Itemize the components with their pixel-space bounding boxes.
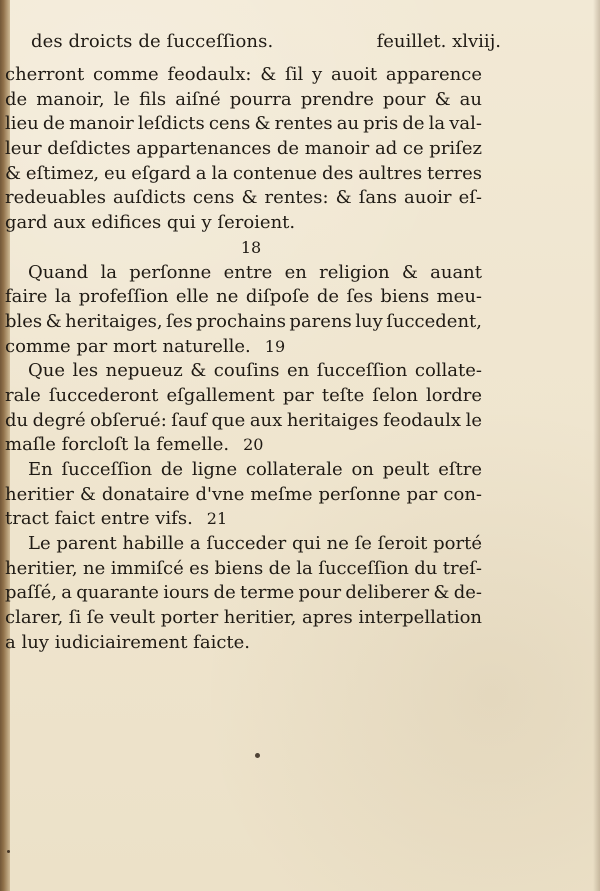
section-number-20: 20 bbox=[243, 435, 264, 455]
text-line-4 bbox=[5, 137, 482, 162]
text-line-1 bbox=[5, 63, 482, 88]
line-26-text: clarer, ſi ſe veult porter heritier, apres interpellation bbox=[5, 607, 483, 629]
text-line-23 bbox=[5, 532, 482, 557]
folio: feuillet. xlviij. bbox=[376, 31, 501, 52]
page-header bbox=[31, 31, 501, 59]
line-11-text: bles & heritaiges, ſes prochains parens luy ſuccedent, bbox=[5, 310, 482, 332]
line-1-text: cherront comme feodaulx: & ſil y auoit apparence bbox=[5, 64, 482, 85]
text-line-11 bbox=[5, 310, 482, 335]
line-15-text: rale ſuccederont eſgallement par teſte ſelon lordre bbox=[5, 384, 482, 406]
text-line-12 bbox=[5, 335, 482, 360]
text-line-14 bbox=[5, 359, 482, 384]
line-24-text: heritier, ne immiſcé es biens de la ſucceſſion du treſ- bbox=[5, 557, 482, 579]
line-17-text: maſle forcloſt la femelle. bbox=[5, 434, 230, 456]
line-9-text: Quand la perſonne entre en religion & auant bbox=[28, 261, 482, 283]
text-line-24 bbox=[5, 557, 482, 582]
line-23-text: Le parent habille a ſucceder qui ne ſe ſeroit porté bbox=[28, 533, 482, 555]
text-line-27: a luy iudiciairement faicte. bbox=[5, 631, 251, 653]
text-line-6 bbox=[5, 186, 482, 211]
text-line-20 bbox=[5, 483, 482, 508]
text-line-2 bbox=[5, 88, 482, 113]
line-6-text: redeuables auſdicts cens & rentes: & ſans auoir eſ- bbox=[5, 187, 482, 209]
line-25-text: paſſé, a quarante iours de terme pour deliberer & de- bbox=[5, 582, 482, 604]
line-2-text: de manoir, le fils aiſné pourra prendre pour & au bbox=[5, 88, 482, 110]
text-line-17 bbox=[5, 433, 482, 458]
line-12-text: comme par mort naturelle. bbox=[5, 335, 251, 357]
text-line-21 bbox=[5, 507, 482, 532]
text-line-7: gard aux edifices qui y ſeroient. bbox=[5, 212, 296, 234]
line-14-text: Que les nepueuz & couſins en ſucceſſion collate- bbox=[28, 360, 482, 382]
section-number-21: 21 bbox=[206, 509, 228, 529]
section-number-19: 19 bbox=[264, 336, 286, 356]
text-line-19 bbox=[5, 458, 482, 483]
line-5-text: & eſtimez, eu eſgard a la contenue des aultres terres bbox=[5, 162, 482, 184]
line-19-text: En ſucceſſion de ligne collaterale on peult eſtre bbox=[28, 459, 482, 480]
main-text bbox=[5, 63, 482, 656]
line-16-text: du degré obſerué: ſauf que aux heritaiges feodaulx le bbox=[5, 409, 482, 431]
text-line-15 bbox=[5, 384, 482, 409]
text-line-16 bbox=[5, 409, 482, 434]
text-line-25 bbox=[5, 581, 482, 606]
text-line-5 bbox=[5, 162, 482, 187]
line-10-text: faire la profeſſion elle ne diſpoſe de ſes biens meu- bbox=[5, 286, 482, 308]
line-20-text: heritier & donataire d'vne meſme perſonne par con- bbox=[5, 483, 482, 505]
running-head: des droicts de ſucceſſions. bbox=[31, 31, 274, 52]
edge-spot bbox=[7, 850, 10, 853]
line-4-text: leur deſdictes appartenances de manoir ad ce priſez bbox=[5, 138, 482, 160]
line-3-text: lieu de manoir leſdicts cens & rentes au pris de la val- bbox=[5, 113, 482, 135]
section-number-18: 18 bbox=[240, 237, 262, 257]
text-line-26 bbox=[5, 606, 482, 631]
text-line-3 bbox=[5, 112, 482, 137]
text-line-9 bbox=[5, 261, 482, 286]
line-21-text: tract faict entre vifs. bbox=[5, 508, 193, 530]
text-line-10 bbox=[5, 285, 482, 310]
page-right-shadow bbox=[593, 0, 600, 891]
ink-spot bbox=[255, 753, 260, 758]
